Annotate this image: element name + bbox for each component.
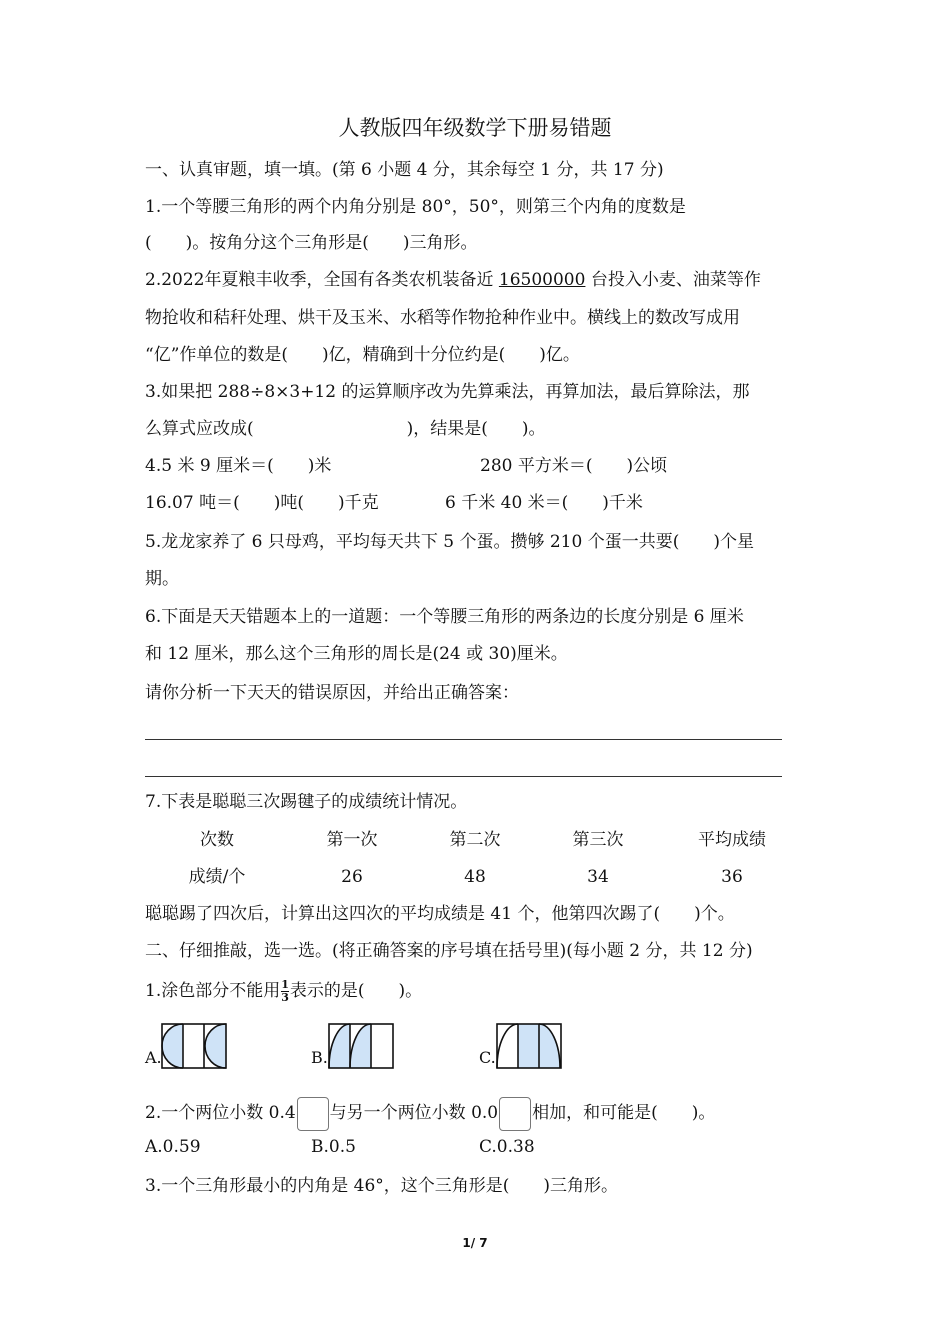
option-b-figure[interactable] — [328, 1023, 394, 1069]
question-1-1-line-a: 1.一个等腰三角形的两个内角分别是 80°，50°，则第三个内角的度数是 — [145, 197, 686, 217]
option-a-label: A. — [145, 1048, 162, 1067]
question-1-5-line-a: 5.龙龙家养了 6 只母鸡，平均每天共下 5 个蛋。攒够 210 个蛋一共要( )个星 — [145, 532, 754, 552]
fraction-numerator: 1 — [281, 978, 289, 991]
table-cell: 36 — [721, 867, 743, 887]
option-b-label: B. — [311, 1048, 328, 1067]
question-1-4-part-2: 280 平方米＝( )公顷 — [480, 456, 668, 476]
option-c-label: C. — [479, 1048, 496, 1067]
question-2-2-option-a: A.0.59 — [145, 1137, 201, 1157]
question-1-6-line-b: 和 12 厘米，那么这个三角形的周长是(24 或 30)厘米。 — [145, 644, 568, 664]
q2-2-text-mid: 与另一个两位小数 0.0 — [329, 1103, 499, 1123]
question-1-3-line-b: 么算式应改成( )，结果是( )。 — [145, 419, 546, 439]
question-1-3-line-a: 3.如果把 288÷8×3+12 的运算顺序改为先算乘法，再算加法，最后算除法，那 — [145, 382, 750, 402]
table-cell: 成绩/个 — [188, 867, 246, 887]
table-cell: 34 — [587, 867, 609, 887]
page-title: 人教版四年级数学下册易错题 — [338, 116, 612, 140]
question-1-2-line-a — [145, 268, 761, 292]
question-2-2 — [145, 1096, 715, 1131]
question-1-1-line-b: ( )。按角分这个三角形是( )三角形。 — [145, 233, 478, 253]
question-1-6-line-a: 6.下面是天天错题本上的一道题：一个等腰三角形的两条边的长度分别是 6 厘米 — [145, 607, 744, 627]
option-c-figure[interactable] — [496, 1023, 562, 1069]
table-header-cell: 平均成绩 — [698, 830, 766, 850]
table-header-cell: 次数 — [200, 830, 234, 850]
q2-text-post: 台投入小麦、油菜等作 — [585, 270, 761, 290]
q2-2-text-pre: 2.一个两位小数 0.4 — [145, 1103, 296, 1123]
question-1-2-line-c: “亿”作单位的数是( )亿，精确到十分位约是( )亿。 — [145, 345, 580, 365]
option-a-figure[interactable] — [161, 1023, 227, 1069]
digit-box-1[interactable] — [297, 1097, 329, 1131]
underlined-number: 16500000 — [498, 270, 586, 290]
table-header-cell: 第二次 — [449, 830, 501, 850]
question-1-4-part-3: 16.07 吨＝( )吨( )千克 — [145, 493, 379, 513]
page-number: 1/ 7 — [462, 1236, 488, 1250]
table-cell: 26 — [341, 867, 363, 887]
question-2-1 — [145, 979, 422, 1004]
q2-1-text-pre: 1.涂色部分不能用 — [145, 981, 281, 1001]
answer-line-1[interactable] — [145, 739, 782, 740]
fraction-one-third — [281, 979, 289, 1004]
question-2-2-option-b: B.0.5 — [311, 1137, 356, 1157]
question-2-2-option-c: C.0.38 — [479, 1137, 535, 1157]
table-header-cell: 第一次 — [326, 830, 378, 850]
table-cell: 48 — [464, 867, 486, 887]
question-1-6-line-c: 请你分析一下天天的错误原因，并给出正确答案： — [145, 683, 519, 703]
question-1-2-line-b: 物抢收和秸秆处理、烘干及玉米、水稻等作物抢种作业中。横线上的数改写成用 — [145, 308, 740, 328]
table-header-cell: 第三次 — [572, 830, 624, 850]
q2-1-text-post: 表示的是( )。 — [289, 981, 423, 1001]
question-2-3: 3.一个三角形最小的内角是 46°，这个三角形是( )三角形。 — [145, 1176, 619, 1196]
q2-2-text-post: 相加，和可能是( )。 — [532, 1103, 716, 1123]
question-1-4-part-1: 4.5 米 9 厘米＝( )米 — [145, 456, 332, 476]
section-1-heading: 一、认真审题，填一填。(第 6 小题 4 分，其余每空 1 分，共 17 分) — [145, 160, 664, 180]
question-1-5-line-b: 期。 — [145, 569, 179, 589]
answer-line-2[interactable] — [145, 776, 782, 777]
fraction-denominator: 3 — [281, 991, 289, 1004]
question-1-7-line-a: 7.下表是聪聪三次踢毽子的成绩统计情况。 — [145, 792, 468, 812]
digit-box-2[interactable] — [499, 1097, 531, 1131]
section-2-heading: 二、仔细推敲，选一选。(将正确答案的序号填在括号里)(每小题 2 分，共 12 分) — [145, 941, 753, 961]
question-1-4-part-4: 6 千米 40 米＝( )千米 — [445, 493, 643, 513]
question-1-7-line-b: 聪聪踢了四次后，计算出这四次的平均成绩是 41 个，他第四次踢了( )个。 — [145, 904, 735, 924]
q2-text-pre: 2.2022年夏粮丰收季，全国有各类农机装备近 — [145, 270, 499, 290]
